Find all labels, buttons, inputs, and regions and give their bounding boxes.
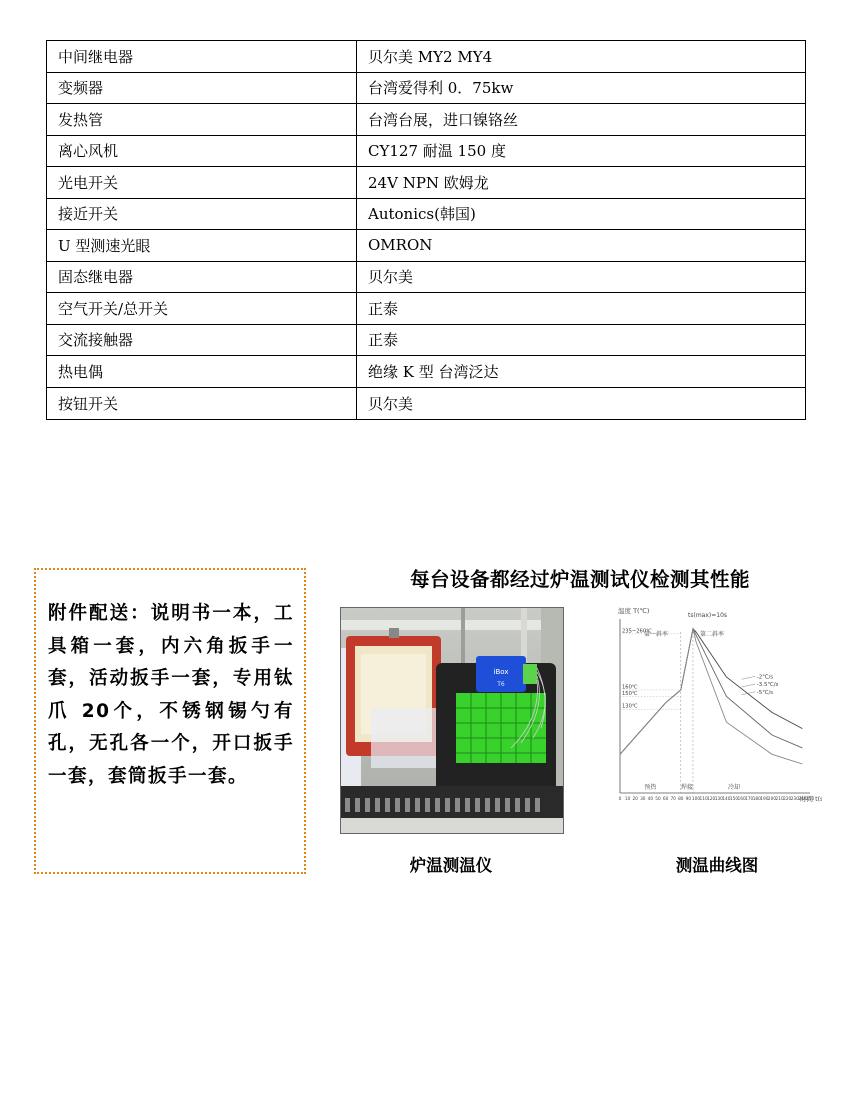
spec-table-body: [47, 41, 806, 420]
spec-row: [47, 230, 806, 262]
accessories-box: [34, 568, 306, 874]
x-tick-label: 100: [691, 797, 701, 802]
spec-row: [47, 293, 806, 325]
photo-illustration: [341, 608, 563, 833]
spec-row: [47, 41, 806, 73]
spec-value-cell: 24V NPN 欧姆龙: [357, 167, 806, 199]
first-slope-label: 第一斜率: [644, 631, 669, 638]
spec-component-cell: 接近开关: [47, 198, 357, 230]
spec-row: [47, 356, 806, 388]
spec-value-cell: 正泰: [357, 324, 806, 356]
spec-value-cell: 台湾爱得利 0．75kw: [357, 72, 806, 104]
x-tick-label: 90: [685, 797, 692, 802]
x-tick-label: 20: [632, 797, 638, 802]
spec-value-cell: 正泰: [357, 293, 806, 325]
x-tick-label: 220: [783, 797, 792, 802]
spec-table: [46, 40, 806, 420]
x-tick-label: 130: [714, 797, 723, 802]
x-tick-label: 140: [722, 797, 731, 802]
x-tick-label: 250: [805, 797, 815, 802]
spec-component-cell: U 型测速光眼: [47, 230, 357, 262]
device-sublabel: T6: [497, 681, 505, 688]
x-tick-label: 200: [767, 797, 777, 802]
spec-row: [47, 167, 806, 199]
device-label: iBox: [493, 668, 509, 676]
spec-value-cell: 台湾台展，进口镍铬丝: [357, 104, 806, 136]
x-tick-label: 110: [699, 797, 708, 802]
x-tick-label: 50: [655, 797, 661, 802]
spec-component-cell: 发热管: [47, 104, 357, 136]
y-tick-label: 235~260℃: [622, 628, 652, 635]
y-tick-label: 160℃: [622, 684, 638, 691]
spec-row: [47, 198, 806, 230]
x-tick-label: 190: [760, 797, 769, 802]
x-tick-label: 230: [790, 797, 799, 802]
legend-leader: [742, 684, 756, 687]
spec-value-cell: 贝尔美: [357, 387, 806, 419]
spec-component-cell: 按钮开关: [47, 387, 357, 419]
x-tick-label: 70: [670, 797, 676, 802]
x-tick-label: 120: [707, 797, 716, 802]
x-tick-label: 160: [737, 797, 746, 802]
x-tick-label: 150: [729, 797, 739, 802]
second-slope-label: 第二斜率: [700, 631, 725, 638]
curve-svg: [596, 605, 822, 833]
x-tick-label: 10: [624, 797, 631, 802]
x-tick-label: 170: [745, 797, 754, 802]
spec-value-cell: OMRON: [357, 230, 806, 262]
x-tick-label: 30: [640, 797, 646, 802]
legend-leader: [742, 676, 756, 679]
y-tick-label: 150℃: [622, 690, 638, 697]
series-legend-label: -2℃/s: [756, 674, 774, 681]
spec-component-cell: 空气开关/总开关: [47, 293, 357, 325]
series-line: [620, 629, 802, 755]
spec-value-cell: 贝尔美: [357, 261, 806, 293]
spec-component-cell: 固态继电器: [47, 261, 357, 293]
series-legend-label: -5℃/s: [756, 689, 774, 696]
spec-component-cell: 离心风机: [47, 135, 357, 167]
series-legend-label: -3.5℃/s: [756, 682, 779, 689]
series-line: [620, 629, 802, 755]
temperature-curve-chart: [596, 605, 822, 833]
zone-label: 预热: [644, 784, 657, 791]
spec-value-cell: Autonics(韩国): [357, 198, 806, 230]
x-tick-label: 60: [662, 797, 669, 802]
spec-row: [47, 104, 806, 136]
spec-row: [47, 72, 806, 104]
spec-component-cell: 热电偶: [47, 356, 357, 388]
spec-row: [47, 324, 806, 356]
spec-component-cell: 交流接触器: [47, 324, 357, 356]
x-tick-label: 40: [647, 797, 654, 802]
x-axis-title: 时间 t(: [800, 795, 821, 803]
test-section-heading: 每台设备都经过炉温测试仪检测其性能: [409, 568, 750, 591]
y-axis-title: 温度 T(℃): [618, 607, 650, 615]
spec-row: [47, 261, 806, 293]
spec-row: [47, 135, 806, 167]
y-tick-label: 130℃: [622, 703, 638, 710]
x-tick-label: 80: [678, 797, 684, 802]
spec-component-cell: 中间继电器: [47, 41, 357, 73]
zone-label: 焊接: [680, 784, 693, 791]
x-tick-label: 240: [798, 797, 807, 802]
spec-row: [47, 387, 806, 419]
spec-component-cell: 变频器: [47, 72, 357, 104]
spec-value-cell: CY127 耐温 150 度: [357, 135, 806, 167]
zone-label: 冷却: [727, 784, 741, 791]
x-tick-label: 180: [752, 797, 761, 802]
x-tick-label: 210: [775, 797, 784, 802]
oven-profiler-photo: [340, 607, 564, 834]
accessories-text: 附件配送：说明书一本，工具箱一套，内六角扳手一套，活动扳手一套，专用钛爪 20个，不锈钢锡勺有孔，无孔各一个，开口扳手一套，套筒扳手一套。: [48, 603, 294, 787]
spec-value-cell: 贝尔美 MY2 MY4: [357, 41, 806, 73]
spec-component-cell: 光电开关: [47, 167, 357, 199]
spec-value-cell: 绝缘 K 型 台湾泛达: [357, 356, 806, 388]
peak-annotation: ts(max)=10s: [688, 612, 728, 619]
photo-caption: 炉温测温仪: [409, 856, 493, 875]
chart-caption: 测温曲线图: [675, 856, 759, 875]
x-tick-label: 0: [618, 797, 622, 802]
